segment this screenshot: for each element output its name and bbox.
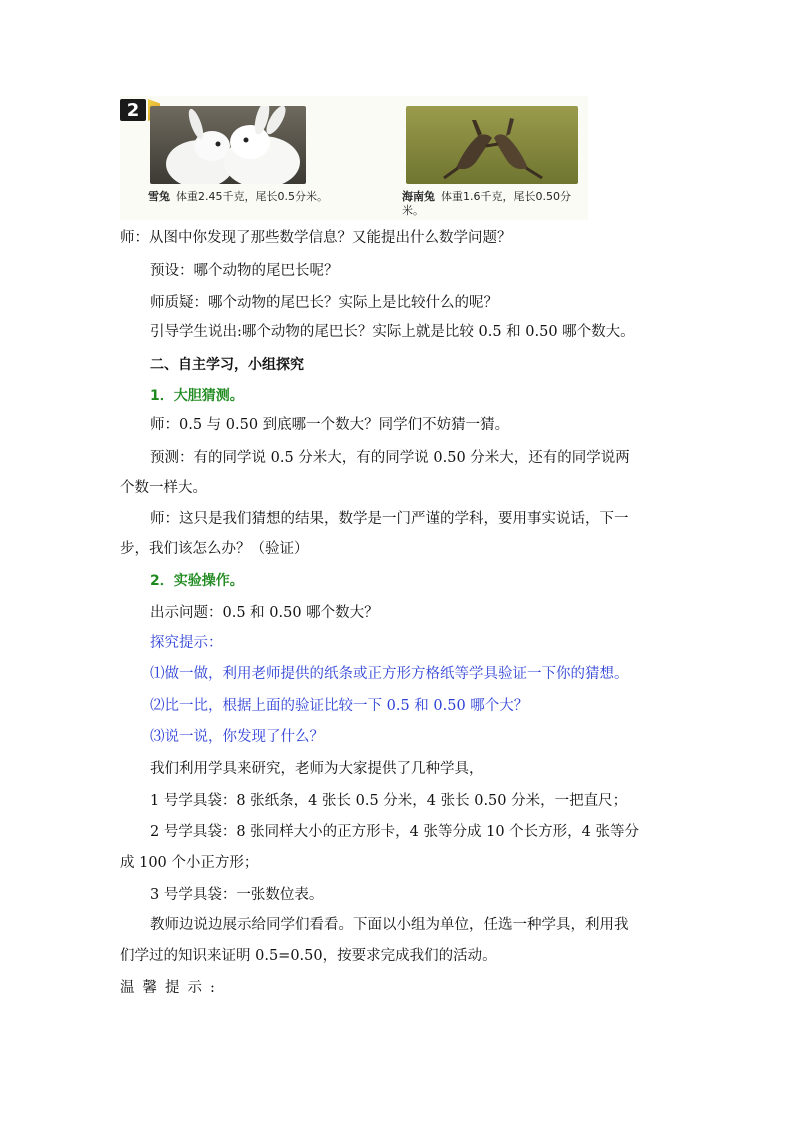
teacher-guess: 师：0.5 与 0.50 到底哪一个数大？同学们不妨猜一猜。 [150,417,510,433]
tool-bag-3: 3 号学具袋：一张数位表。 [150,887,324,903]
step-1-heading: 1．大胆猜测。 [150,388,244,404]
rabbit-figure [120,96,588,220]
warm-tip-label: 温馨提示: [120,980,223,996]
snow-hare-name: 雪兔 [148,190,170,203]
snow-hare-caption [148,190,358,204]
prediction-line-1: 预测：有的同学说 0.5 分米大，有的同学说 0.50 分米大，还有的同学说两 [150,450,630,466]
guide-statement: 引导学生说出:哪个动物的尾巴长？实际上就是比较 0.5 和 0.50 哪个数大。 [150,324,635,340]
teacher-demo-2: 们学过的知识来证明 0.5=0.50，按要求完成我们的活动。 [120,948,497,964]
tools-intro: 我们利用学具来研究，老师为大家提供了几种学具， [150,761,484,777]
tool-bag-1: 1 号学具袋：8 张纸条，4 张长 0.5 分米，4 张长 0.50 分米，一把直尺； [150,793,628,809]
section-heading: 二、自主学习，小组探究 [150,357,304,373]
tool-bag-2-line-2: 成 100 个小正方形； [120,855,259,871]
show-question: 出示问题：0.5 和 0.50 哪个数大？ [150,605,379,621]
preset-answer: 预设：哪个动物的尾巴长呢？ [150,263,339,279]
teacher-verify-2: 步，我们该怎么办？（验证） [120,541,309,557]
hainan-hare-caption [402,190,582,218]
teacher-challenge: 师质疑：哪个动物的尾巴长？实际上是比较什么的呢？ [150,295,498,311]
tool-bag-2-line-1: 2 号学具袋：8 张同样大小的正方形卡，4 张等分成 10 个长方形，4 张等分 [150,824,640,840]
teacher-demo-1: 教师边说边展示给同学们看看。下面以小组为单位，任选一种学具，利用我 [150,917,629,933]
hint-title: 探究提示： [150,635,223,651]
prediction-line-2: 个数一样大。 [120,480,207,496]
hainan-hare-name: 海南兔 [402,190,435,203]
badge-number: 2 [120,99,146,121]
hint-1: ⑴做一做，利用老师提供的纸条或正方形方格纸等学具验证一下你的猜想。 [150,666,629,682]
snow-hare-photo [150,106,306,184]
hainan-hare-photo [406,106,578,184]
hint-3: ⑶说一说，你发现了什么？ [150,729,324,745]
step-2-heading: 2．实验操作。 [150,573,244,589]
teacher-verify-1: 师：这只是我们猜想的结果，数学是一门严谨的学科，要用事实说话，下一 [150,511,629,527]
hint-2: ⑵比一比，根据上面的验证比较一下 0.5 和 0.50 哪个大？ [150,698,529,714]
hainan-hare-info: 体重1.6千克，尾长0.50分米。 [402,190,571,217]
snow-hare-info: 体重2.45千克，尾长0.5分米。 [176,190,328,203]
teacher-question: 师：从图中你发现了那些数学信息？又能提出什么数学问题？ [120,230,512,246]
